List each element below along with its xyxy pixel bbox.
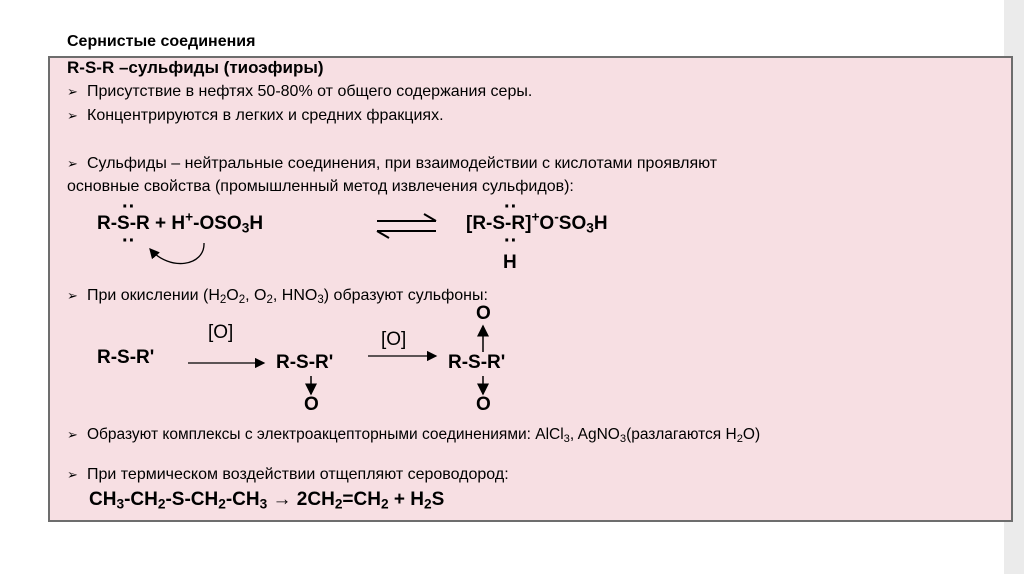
bullet-fractions: ➢ Концентрируются в легких и средних фракциях. — [67, 107, 444, 124]
bullet-arrow-icon: ➢ — [67, 288, 78, 303]
bullet-arrow-icon: ➢ — [67, 156, 78, 171]
oxidant-label-1: [O] — [208, 322, 234, 343]
bullet-arrow-icon: ➢ — [67, 467, 78, 482]
bullet-arrow-icon: ➢ — [67, 427, 78, 442]
protonation-reactants: $R-S-R + H^+-OSO_3H$ — [97, 209, 264, 236]
sulfoxide-oxygen: O — [304, 394, 319, 415]
lone-pair-bottom-left: ·· — [122, 230, 136, 252]
bullet-neutral-compounds: ➢ Сульфиды – нейтральные соединения, при взаимодействии с кислотами проявляют — [67, 155, 718, 172]
bullet-oxidation: ➢ При окислении ($H_2O_2$, $O_2$, $HNO_3$) образуют сульфоны: — [67, 287, 488, 306]
bullet-complexes: ➢ Образуют комплексы с электроакцепторными соединениями: AlCl$_3$, AgNO$_3$(разлагаются $H_2O$) — [67, 426, 761, 445]
sulfone-oxygen-bottom: O — [476, 394, 491, 415]
sulfone-formula: R-S-R' — [448, 352, 506, 373]
sulfide-formula: R-S-R' — [97, 347, 155, 368]
lone-pair-bottom-right: ·· — [504, 230, 518, 252]
section-heading: R-S-R –сульфиды (тиоэфиры) — [67, 58, 324, 77]
bullet-arrow-icon: ➢ — [67, 84, 78, 99]
bullet-thermal: ➢ При термическом воздействии отщепляют сероводород: — [67, 466, 509, 483]
protonation-products: $[R-S-R]^+O^-SO_3H$ — [466, 209, 608, 236]
proton-on-sulfur: H — [503, 252, 517, 273]
sulfoxide-formula: R-S-R' — [276, 352, 334, 373]
bullet-oil-content: ➢ Присутствие в нефтях 50-80% от общего содержания серы. — [67, 83, 533, 100]
thermal-decomposition-equation: $CH_3-CH_2-S-CH_2-CH_3 \to 2CH_2=CH_2 + H_2S$ — [89, 489, 445, 512]
curved-electron-arrow-icon — [150, 243, 204, 264]
oxidant-label-2: [O] — [381, 329, 407, 350]
slide-title: Сернистые соединения — [67, 33, 256, 50]
bullet-arrow-icon: ➢ — [67, 108, 78, 123]
sulfone-oxygen-top: O — [476, 303, 491, 324]
lone-pair-top-right: ·· — [504, 196, 518, 218]
bullet-neutral-compounds-cont: основные свойства (промышленный метод извлечения сульфидов): — [67, 178, 574, 195]
lone-pair-top-left: ·· — [122, 196, 136, 218]
equilibrium-arrow-icon — [377, 214, 436, 238]
